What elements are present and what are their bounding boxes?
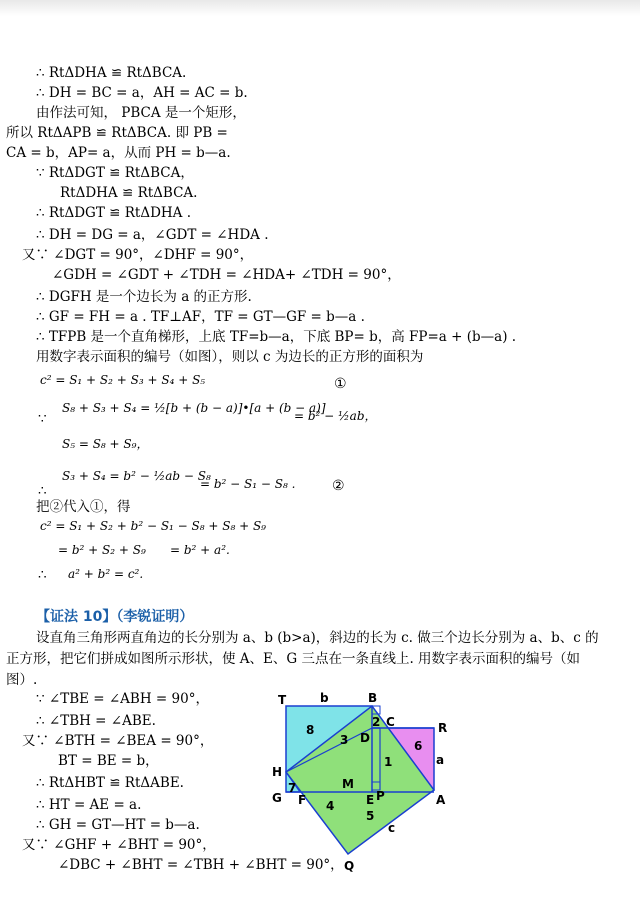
section-paragraph: 设直角三角形两直角边的长分别为 a、b (b>a)，斜边的长为 c. 做三个边长分别为 a、b、c 的正方形，把它们拼成如图所示形状，使 A、E、G 三点在一条直线上. 用数字表示面积的编号（如图）. [6,630,599,688]
circled-two-marker: ② [332,478,345,494]
proof-line-9: ∴ DH = DG = a，∠GDT = ∠HDA . [36,227,269,243]
proof-line-11: ∠GDH = ∠GDT + ∠TDH = ∠HDA+ ∠TDH = 90°， [52,267,401,283]
formula-c2-expanded: c² = S₁ + S₂ + b² − S₁ − S₈ + S₈ + S₉ [40,519,266,533]
formula-simplify-2: = b² + a². [170,543,230,557]
label-e: E [366,793,375,807]
formula-simplify-1: = b² + S₂ + S₉ [58,543,146,557]
side-label-a: a [436,753,445,767]
section-heading-author: （李锐证明） [116,609,194,625]
label-h: H [272,765,283,779]
region-7: 7 [288,781,297,795]
region-6: 6 [414,739,423,753]
proof2-line-2: ∴ ∠TBH = ∠ABE. [36,713,156,729]
proof-line-10: 又∵ ∠DGT = 90°，∠DHF = 90°， [22,247,254,263]
proof-line-3: 由作法可知， PBCA 是一个矩形， [36,105,246,121]
proof-line-14: ∴ TFPB 是一个直角梯形，上底 TF=b—a，下底 BP= b，高 FP=a + (b—a) . [36,329,517,345]
geometry-figure [268,690,458,876]
substitution-line: 把②代入①，得 [36,499,131,515]
proof-line-12: ∴ DGFH 是一个边长为 a 的正方形. [36,289,252,305]
proof2-line-8: 又∵ ∠GHF + ∠BHT = 90°， [22,837,216,853]
label-q: Q [344,859,355,873]
top-bar [0,0,640,16]
formula-s3-s4-result: = b² − S₁ − S₈ . [200,477,296,491]
proof-line-8: ∴ RtΔDGT ≌ RtΔDHA . [36,205,191,221]
region-1: 1 [384,755,393,769]
label-d: D [360,731,370,745]
proof-line-5: CA = b，AP= a，从而 PH = b—a. [6,145,231,161]
circled-one-marker: ① [334,376,347,392]
proof2-line-6: ∴ HT = AE = a. [36,797,142,813]
label-b: B [368,691,378,705]
section-heading [36,608,193,626]
formula-area-c2: c² = S₁ + S₂ + S₃ + S₄ + S₅ [40,373,206,387]
region-8: 8 [306,723,315,737]
formula-pythagoras: a² + b² = c². [68,567,144,581]
proof-line-15: 用数字表示面积的编号（如图），则以 c 为边长的正方形的面积为 [36,349,424,365]
label-g: G [272,791,282,805]
formula-s5: S₅ = S₈ + S₉， [62,437,149,451]
region-4: 4 [326,799,335,813]
proof-line-7: RtΔDHA ≌ RtΔBCA. [60,185,198,201]
section-heading-tag: 【证法 10】 [36,609,117,625]
proof2-line-9: ∠DBC + ∠BHT = ∠TBH + ∠BHT = 90°， [58,857,344,873]
formula-s3-s4: S₃ + S₄ = b² − ½ab − S₈ [62,469,211,483]
side-label-b: b [320,691,329,705]
label-r: R [438,721,448,735]
because-symbol: ∵ [38,411,47,427]
label-t: T [278,693,287,707]
side-label-c: c [388,821,396,835]
label-p: P [376,789,385,803]
proof-line-13: ∴ GF = FH = a . TF⊥AF，TF = GT—GF = b—a . [36,309,365,325]
proof2-line-5: ∴ RtΔHBT ≌ RtΔABE. [36,775,184,791]
label-c: C [386,715,395,729]
therefore-symbol: ∴ [38,483,47,499]
proof2-line-4: BT = BE = b， [58,753,159,769]
formula-s8-s3-s4-result: = b² − ½ab， [294,409,377,423]
proof-line-1: ∴ RtΔDHA ≌ RtΔBCA. [36,65,187,81]
proof2-line-7: ∴ GH = GT—HT = b—a. [36,817,200,833]
label-m: M [342,777,354,791]
proof-line-6: ∵ RtΔDGT ≌ RtΔBCA， [36,165,194,181]
proof-line-4: 所以 RtΔAPB ≌ RtΔBCA. 即 PB = [6,125,228,141]
label-a: A [436,793,446,807]
proof2-line-3: 又∵ ∠BTH = ∠BEA = 90°， [22,733,214,749]
formula-s8-s3-s4: S₈ + S₃ + S₄ = ½[b + (b − a)]•[a + (b − a)] [62,401,326,415]
label-f: F [298,793,307,807]
proof2-line-1: ∵ ∠TBE = ∠ABH = 90°， [36,691,209,707]
region-2: 2 [372,715,381,729]
therefore-symbol-final: ∴ [38,567,47,583]
proof-line-2: ∴ DH = BC = a，AH = AC = b. [36,85,248,101]
region-3: 3 [340,733,349,747]
region-5: 5 [366,809,375,823]
